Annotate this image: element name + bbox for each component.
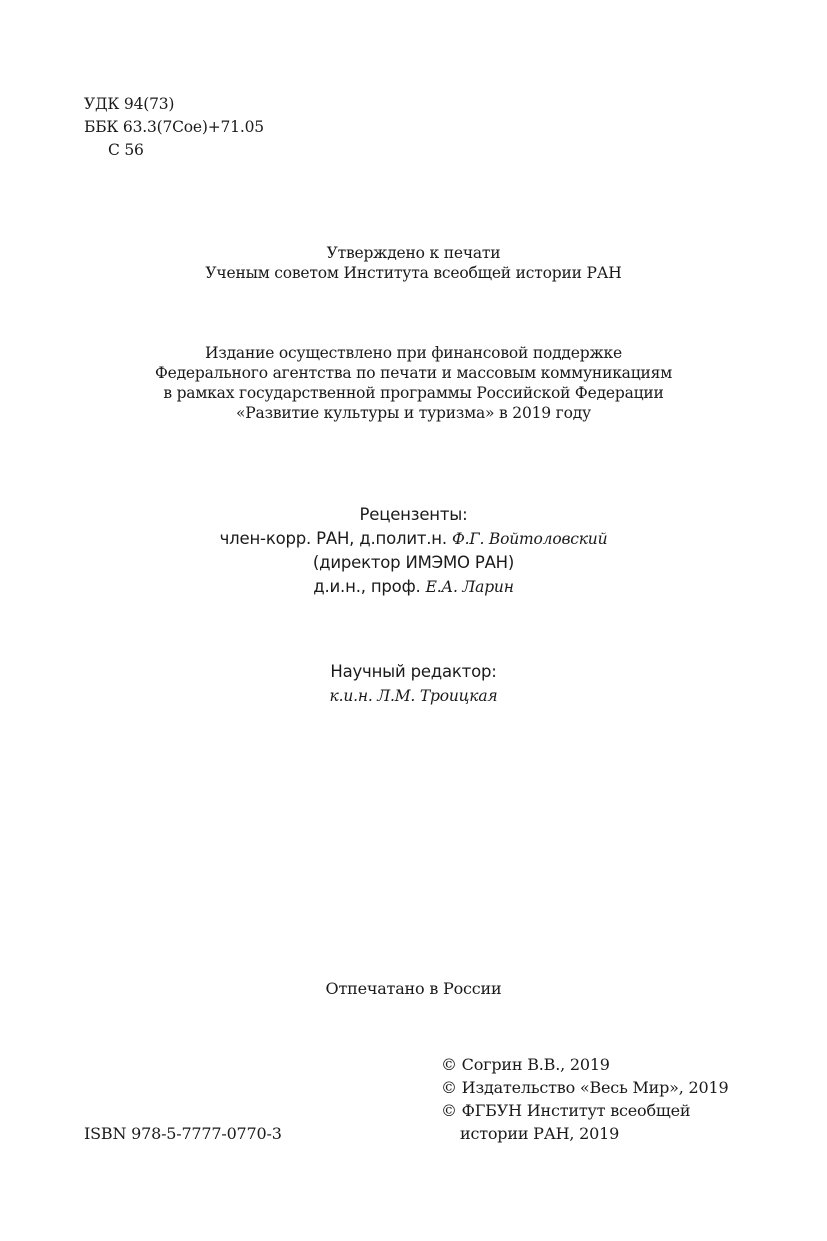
funding-line-3: в рамках государственной программы Российской Федерации: [163, 384, 664, 402]
copyright-institute: © ФГБУН Институт всеобщей: [441, 1101, 691, 1120]
reviewer-2: [0, 575, 827, 599]
reviewers-heading: Рецензенты:: [359, 505, 468, 524]
udk-code: УДК 94(73): [84, 95, 175, 113]
reviewer-2-credentials: д.и.н., проф.: [313, 577, 426, 596]
copyright-author: © Согрин В.В., 2019: [441, 1055, 610, 1074]
approval-line-2: Ученым советом Института всеобщей истории РАН: [205, 264, 622, 282]
editor-name: к.и.н. Л.М. Троицкая: [329, 687, 498, 705]
copyright-publisher: © Издательство «Весь Мир», 2019: [441, 1078, 729, 1097]
copyright-institute-cont: истории РАН, 2019: [460, 1124, 620, 1143]
approval-block: [0, 243, 827, 283]
approval-line-1: Утверждено к печати: [326, 244, 501, 262]
reviewer-1-name: Ф.Г. Войтоловский: [452, 530, 608, 548]
printed-block: [0, 978, 827, 1000]
reviewer-1-credentials: член-корр. РАН, д.полит.н.: [219, 529, 452, 548]
author-mark: С 56: [108, 141, 144, 159]
printed-in-russia: Отпечатано в России: [325, 979, 502, 998]
funding-line-1: Издание осуществлено при финансовой поддержке: [205, 344, 622, 362]
editor-heading: Научный редактор:: [330, 662, 497, 681]
reviewers-block: [0, 503, 827, 599]
funding-line-4: «Развитие культуры и туризма» в 2019 году: [236, 404, 591, 422]
isbn: ISBN 978-5-7777-0770-3: [84, 1124, 282, 1143]
funding-block: [0, 343, 827, 423]
funding-line-2: Федерального агентства по печати и массовым коммуникациям: [154, 364, 673, 382]
editor-block: [0, 660, 827, 708]
reviewer-1: [0, 527, 827, 551]
reviewer-1-affiliation: (директор ИМЭМО РАН): [312, 553, 515, 572]
bbk-code: ББК 63.3(7Сое)+71.05: [84, 118, 264, 136]
reviewer-2-name: Е.А. Ларин: [425, 578, 514, 596]
